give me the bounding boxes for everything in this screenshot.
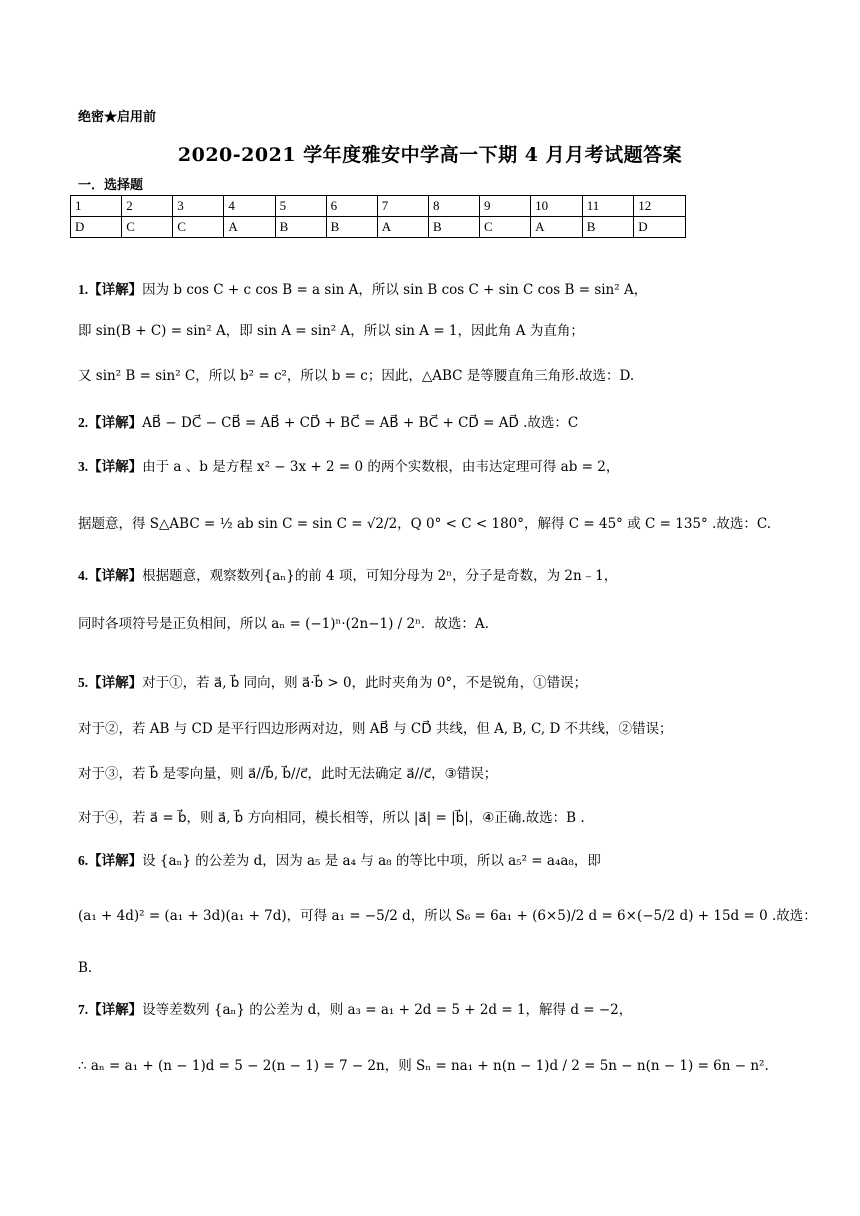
- question-number-cell: 5: [275, 196, 326, 217]
- answer-cell: B: [275, 217, 326, 238]
- answer-table-numbers-row: [71, 196, 686, 217]
- answer-cell: C: [173, 217, 224, 238]
- question-number-cell: 2: [122, 196, 173, 217]
- question-number-cell: 9: [480, 196, 531, 217]
- solution-line: [78, 851, 601, 871]
- solution-text: 对于④，若 a⃗ = b⃗，则 a⃗, b⃗ 方向相同，模长相等，所以 |a⃗| = |b⃗|，④正确.故选：B .: [78, 810, 585, 826]
- answer-cell: B: [582, 217, 634, 238]
- answer-cell: A: [531, 217, 583, 238]
- question-number: 7.【详解】: [78, 1002, 143, 1017]
- solution-line: [78, 1000, 632, 1020]
- solution-line: [78, 808, 585, 828]
- solution-line: [78, 366, 634, 386]
- answer-cell: D: [71, 217, 122, 238]
- question-number-cell: 11: [582, 196, 634, 217]
- solution-text: 据题意，得 S△ABC = ½ ab sin C = sin C = √2/2，Q 0° < C < 180°，解得 C = 45° 或 C = 135° .故选：C.: [78, 516, 771, 532]
- question-number-cell: 3: [173, 196, 224, 217]
- answer-cell: A: [224, 217, 275, 238]
- solution-line: [78, 764, 497, 784]
- question-number-cell: 7: [377, 196, 428, 217]
- solution-text: ∴ aₙ = a₁ + (n − 1)d = 5 − 2(n − 1) = 7 − 2n，则 Sₙ = na₁ + n(n − 1)d / 2 = 5n − n(n − 1) = 6n − n².: [78, 1058, 769, 1074]
- page-title: 2020-2021 学年度雅安中学高一下期 4 月月考试题答案: [177, 144, 683, 166]
- solution-line: [78, 413, 578, 433]
- solution-text: (a₁ + 4d)² = (a₁ + 3d)(a₁ + 7d)，可得 a₁ = −5/2 d，所以 S₆ = 6a₁ + (6×5)/2 d = 6×(−5/2 d) + 15d = 0 .故选：: [78, 908, 817, 924]
- solution-text: 对于①，若 a⃗, b⃗ 同向，则 a⃗·b⃗ > 0，此时夹角为 0°，不是锐角，①错误；: [142, 675, 588, 691]
- question-number-cell: 4: [224, 196, 275, 217]
- solution-line: [78, 614, 489, 634]
- solution-text: 根据题意，观察数列{aₙ}的前 4 项，可知分母为 2ⁿ，分子是奇数，为 2n﹣1，: [142, 568, 618, 584]
- secret-label: 绝密★启用前: [78, 110, 157, 125]
- solution-text: 对于②，若 AB 与 CD 是平行四边形两对边，则 AB⃗ 与 CD⃗ 共线，但 A, B, C, D 不共线，②错误；: [78, 721, 673, 737]
- solution-line: [78, 719, 673, 739]
- solution-text: 设等差数列 {aₙ} 的公差为 d，则 a₃ = a₁ + 2d = 5 + 2d = 1，解得 d = −2，: [142, 1002, 633, 1018]
- solution-line: [78, 457, 619, 477]
- question-number: 6.【详解】: [78, 853, 143, 868]
- section-heading: 一．选择题: [78, 178, 144, 193]
- answer-cell: C: [122, 217, 173, 238]
- solution-line: [78, 321, 584, 341]
- question-number-cell: 8: [428, 196, 479, 217]
- answer-cell: A: [377, 217, 428, 238]
- question-number: 2.【详解】: [78, 415, 143, 430]
- solution-text: AB⃗ − DC⃗ − CB⃗ = AB⃗ + CD⃗ + BC⃗ = AB⃗ + BC⃗ + CD⃗ = AD⃗ .故选：C: [142, 415, 579, 431]
- question-number: 3.【详解】: [78, 459, 143, 474]
- answer-table-answers-row: [71, 217, 686, 238]
- answer-cell: D: [634, 217, 686, 238]
- solution-text: 因为 b cos C + c cos B = a sin A，所以 sin B cos C + sin C cos B = sin² A，: [142, 282, 648, 298]
- answer-cell: B: [326, 217, 377, 238]
- solution-text: 设 {aₙ} 的公差为 d，因为 a₅ 是 a₄ 与 a₈ 的等比中项，所以 a₅² = a₄a₈，即: [142, 853, 601, 869]
- question-number-cell: 10: [531, 196, 583, 217]
- solution-text: B.: [78, 960, 93, 976]
- solution-line: [78, 906, 817, 926]
- solution-text: 由于 a 、b 是方程 x² − 3x + 2 = 0 的两个实数根，由韦达定理可得 ab = 2，: [142, 459, 620, 475]
- solution-text: 即 sin(B + C) = sin² A，即 sin A = sin² A，所以 sin A = 1，因此角 A 为直角；: [78, 323, 584, 339]
- question-number-cell: 12: [634, 196, 686, 217]
- solution-line: [78, 1056, 769, 1076]
- answer-table: [70, 195, 686, 238]
- solution-line: [78, 280, 647, 300]
- question-number: 4.【详解】: [78, 568, 143, 583]
- question-number: 1.【详解】: [78, 282, 143, 297]
- solution-text: 同时各项符号是正负相间，所以 aₙ = (−1)ⁿ·(2n−1) / 2ⁿ．故选：A.: [78, 616, 489, 632]
- answer-cell: C: [480, 217, 531, 238]
- solution-text: 对于③，若 b⃗ 是零向量，则 a⃗//b⃗, b⃗//c⃗，此时无法确定 a⃗//c⃗，③错误；: [78, 766, 498, 782]
- question-number-cell: 1: [71, 196, 122, 217]
- solution-line: [78, 673, 587, 693]
- question-number-cell: 6: [326, 196, 377, 217]
- solution-line: [78, 514, 771, 534]
- solution-text: 又 sin² B = sin² C，所以 b² = c²，所以 b = c；因此，△ABC 是等腰直角三角形.故选：D.: [78, 368, 635, 384]
- answer-cell: B: [428, 217, 479, 238]
- solution-line: [78, 958, 92, 978]
- question-number: 5.【详解】: [78, 675, 143, 690]
- solution-line: [78, 566, 617, 586]
